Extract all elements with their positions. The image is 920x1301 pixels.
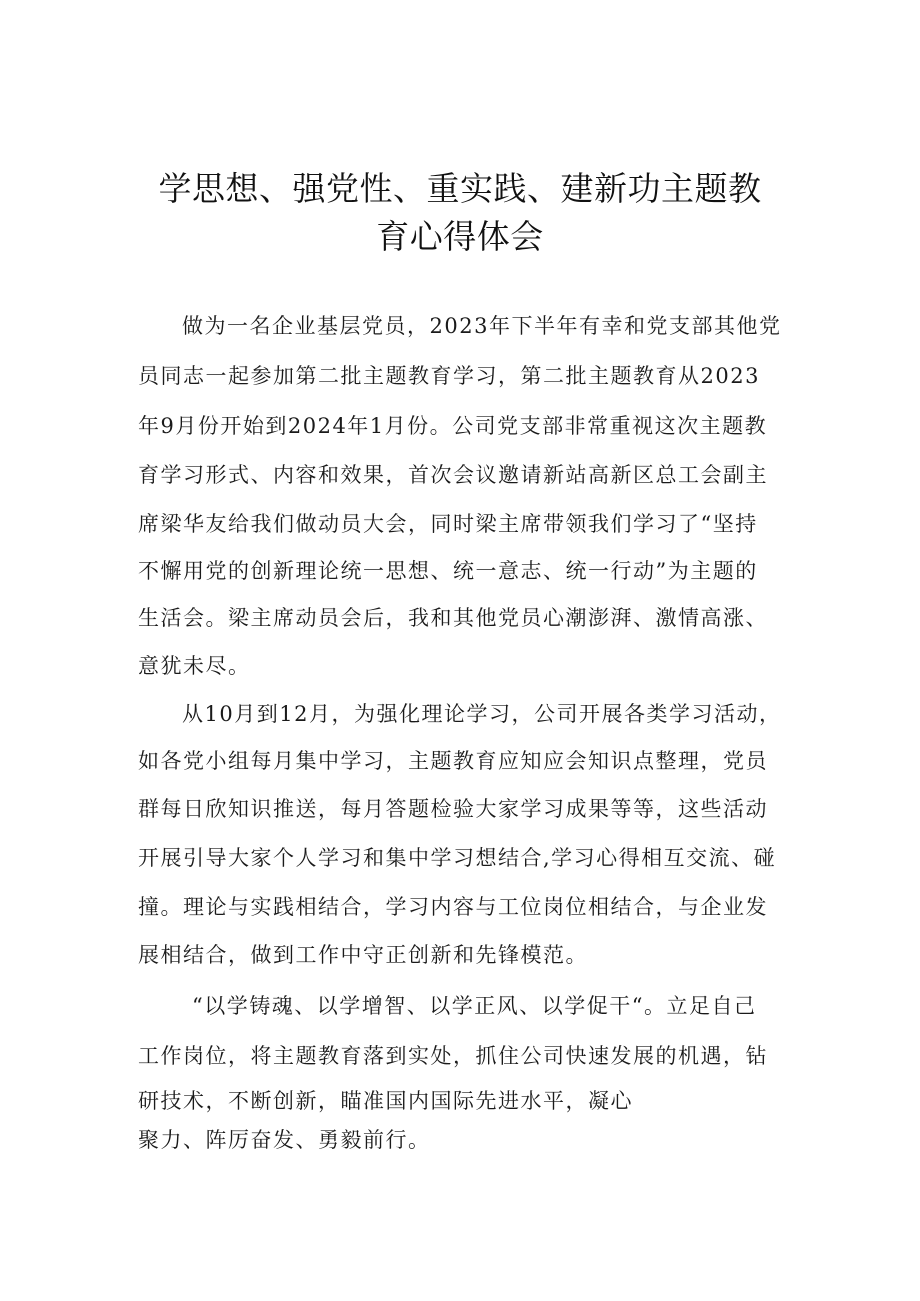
paragraph-line: 群每日欣知识推送，每月答题检验大家学习成果等等，这些活动 xyxy=(138,797,768,821)
paragraph-line: 做为一名企业基层党员，2023年下半年有幸和党支部其他党 xyxy=(182,314,782,338)
paragraph-line: 生活会。梁主席动员会后，我和其他党员心潮澎湃、激情高涨、 xyxy=(138,606,768,630)
document-title-line-2: 育心得体会 xyxy=(376,217,544,256)
paragraph-line: 员同志一起参加第二批主题教育学习，第二批主题教育从2023 xyxy=(138,364,760,388)
paragraph-line: 意犹未尽。 xyxy=(138,654,251,678)
paragraph-line: 从10月到12月，为强化理论学习，公司开展各类学习活动， xyxy=(182,702,782,726)
paragraph-line: 不懈用党的创新理论统一思想、统一意志、统一行动”为主题的 xyxy=(138,559,758,583)
paragraph-line: 展相结合，做到工作中守正创新和先锋模范。 xyxy=(138,943,588,967)
paragraph-line: 聚力、阵厉奋发、勇毅前行。 xyxy=(138,1128,431,1152)
paragraph-line: 育学习形式、内容和效果，首次会议邀请新站高新区总工会副主 xyxy=(138,463,768,487)
paragraph-line: 研技术，不断创新，瞄准国内国际先进水平，凝心 xyxy=(138,1089,633,1113)
paragraph-line: 工作岗位，将主题教育落到实处，抓住公司快速发展的机遇，钻 xyxy=(138,1044,768,1068)
paragraph-line: 撞。理论与实践相结合，学习内容与工位岗位相结合，与企业发 xyxy=(138,895,768,919)
paragraph-line: 如各党小组每月集中学习，主题教育应知应会知识点整理，党员 xyxy=(138,749,768,773)
paragraph-line: 席梁华友给我们做动员大会，同时梁主席带领我们学习了“坚持 xyxy=(138,512,758,536)
document-title-line-1: 学思想、强党性、重实践、建新功主题教 xyxy=(158,169,762,208)
paragraph-line: “以学铸魂、以学增智、以学正风、以学促干“。立足自己 xyxy=(192,994,757,1018)
paragraph-line: 开展引导大家个人学习和集中学习想结合,学习心得相互交流、碰 xyxy=(138,846,777,870)
paragraph-line: 年9月份开始到2024年1月份。公司党支部非常重视这次主题教 xyxy=(138,414,768,438)
